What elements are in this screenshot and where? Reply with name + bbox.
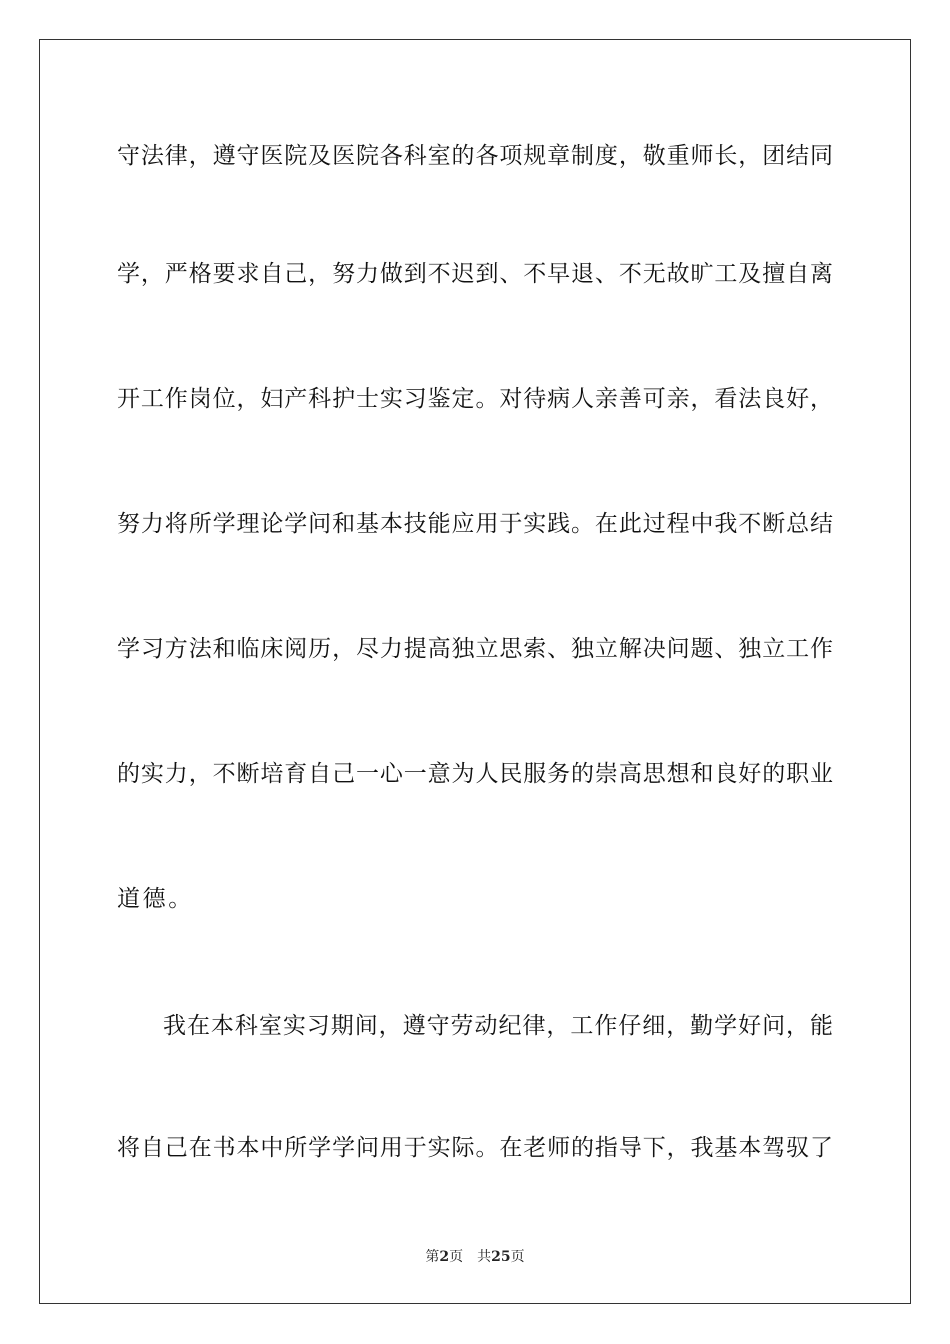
page-footer [0, 1248, 950, 1266]
paragraph-line: 我在本科室实习期间，遵守劳动纪律，工作仔细，勤学好问，能 [163, 1013, 833, 1039]
paragraph-line: 开工作岗位，妇产科护士实习鉴定。对待病人亲善可亲，看法良好， [117, 386, 833, 412]
total-suffix: 页 [510, 1249, 525, 1265]
paragraph-line: 学，严格要求自己，努力做到不迟到、不早退、不无故旷工及擅自离 [117, 261, 833, 287]
page-suffix: 页 [449, 1249, 464, 1265]
total-prefix: 共 [477, 1249, 492, 1265]
page-border [39, 39, 911, 1304]
total-pages: 25 [491, 1249, 511, 1265]
paragraph-line: 守法律，遵守医院及医院各科室的各项规章制度，敬重师长，团结同 [117, 143, 833, 169]
page-number: 2 [439, 1249, 450, 1265]
paragraph-line: 学习方法和临床阅历，尽力提高独立思索、独立解决问题、独立工作 [117, 636, 833, 662]
paragraph-line: 将自己在书本中所学学问用于实际。在老师的指导下，我基本驾驭了 [117, 1135, 833, 1161]
paragraph-line: 努力将所学理论学问和基本技能应用于实践。在此过程中我不断总结 [117, 511, 833, 537]
paragraph-line: 的实力，不断培育自己一心一意为人民服务的崇高思想和良好的职业 [117, 761, 833, 787]
paragraph-line: 道德。 [117, 886, 194, 912]
page-prefix: 第 [425, 1249, 440, 1265]
